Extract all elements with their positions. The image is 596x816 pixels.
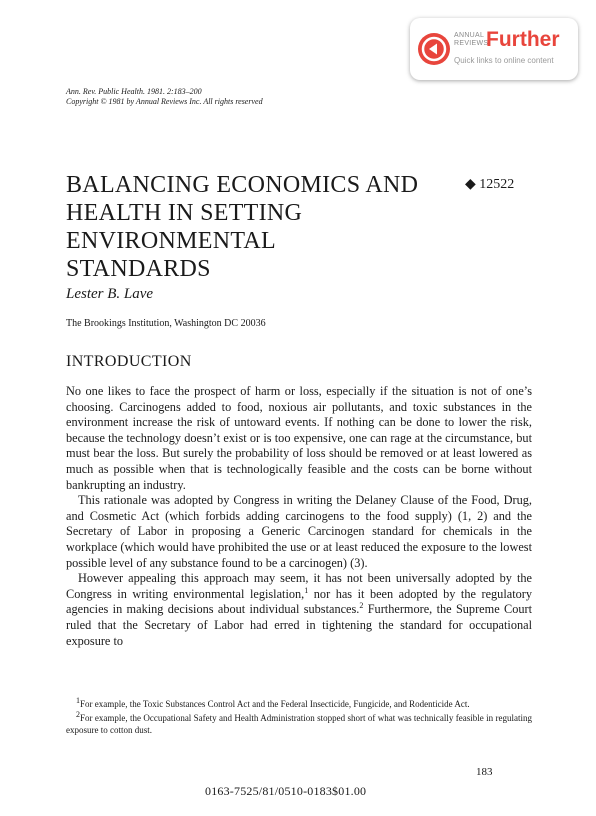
badge-reviews-label: REVIEWS (454, 40, 489, 47)
footnote (66, 698, 532, 711)
paragraph: This rationale was adopted by Congress in writing the Delaney Clause of the Food, Drug, and Cosmetic Act (which forbids adding carcinogens to the food supply) (1, 2) and the Secretary of Labor in proposing a Generic Carcinogen standard for chemicals in the workplace (which would have prohibited the use or at least reduced the exposure to the lowest possible level of any substance found to be a carcinogen) (3). (66, 493, 532, 570)
paragraph: No one likes to face the prospect of harm or loss, especially if the situation is not of one’s choosing. Carcinogens added to food, noxious air pollutants, and toxic substances in the environment increase the risk of untoward events. If nothing can be done to lower the risk, because the technology doesn’t exist or is too expensive, one can rage at the circumstance, but must bear the loss. But surely the probability of loss should be removed or at least lowered as much as possible when that is technologically feasible and the costs can be borne without bankrupting an industry. (66, 384, 532, 492)
author-affiliation: The Brookings Institution, Washington DC 20036 (66, 318, 266, 329)
article-title (66, 171, 426, 283)
author-name: Lester B. Lave (66, 286, 154, 302)
journal-citation (66, 87, 263, 107)
footnote-mark: 1 (76, 696, 80, 705)
citation-line: Ann. Rev. Public Health. 1981. 2:183–200 (66, 87, 202, 96)
badge-further-label: Further (486, 28, 560, 51)
article-id: ◆ 12522 (465, 177, 515, 192)
badge-brand-text (454, 32, 488, 48)
footnote-text: For example, the Toxic Substances Control Act and the Federal Insecticide, Fungicide, and Rodenticide Act. (80, 699, 470, 709)
footnote-ref: 1 (304, 585, 309, 595)
footnote-ref: 2 (359, 601, 364, 611)
footnote-text: For example, the Occupational Safety and Health Administration stopped short of what was technically feasible in regulating exposure to cotton dust. (66, 712, 532, 735)
badge-annual-label: ANNUAL (454, 32, 485, 39)
title-line: BALANCING ECONOMICS AND (66, 172, 419, 198)
further-arrow-icon (418, 33, 450, 65)
title-line: ENVIRONMENTAL STANDARDS (66, 228, 276, 282)
footnote (66, 709, 532, 737)
section-heading: INTRODUCTION (66, 353, 192, 370)
paragraph-text: Furthermore, the Supreme Court ruled that the Secretary of Labor had erred in tightening the standard for occupational exposure to (66, 602, 532, 648)
title-line: HEALTH IN SETTING (66, 200, 303, 226)
paragraph-text: nor has it been adopted by the regulatory agencies in making decisions about individual substances. (66, 586, 533, 617)
footnotes (66, 698, 532, 738)
page-number: 183 (476, 766, 493, 778)
copyright-line: Copyright © 1981 by Annual Reviews Inc. All rights reserved (66, 97, 263, 106)
badge-subtitle: Quick links to online content (454, 56, 554, 65)
footnote-mark: 2 (76, 709, 80, 719)
further-badge[interactable] (410, 18, 578, 80)
paragraph-text: However appealing this approach may seem, it has not been universally adopted by the Congress in writing environmental legislation, (66, 571, 532, 601)
paragraph (66, 571, 532, 649)
price-code: 0163-7525/81/0510-0183$01.00 (205, 784, 367, 798)
body-text (66, 384, 532, 649)
